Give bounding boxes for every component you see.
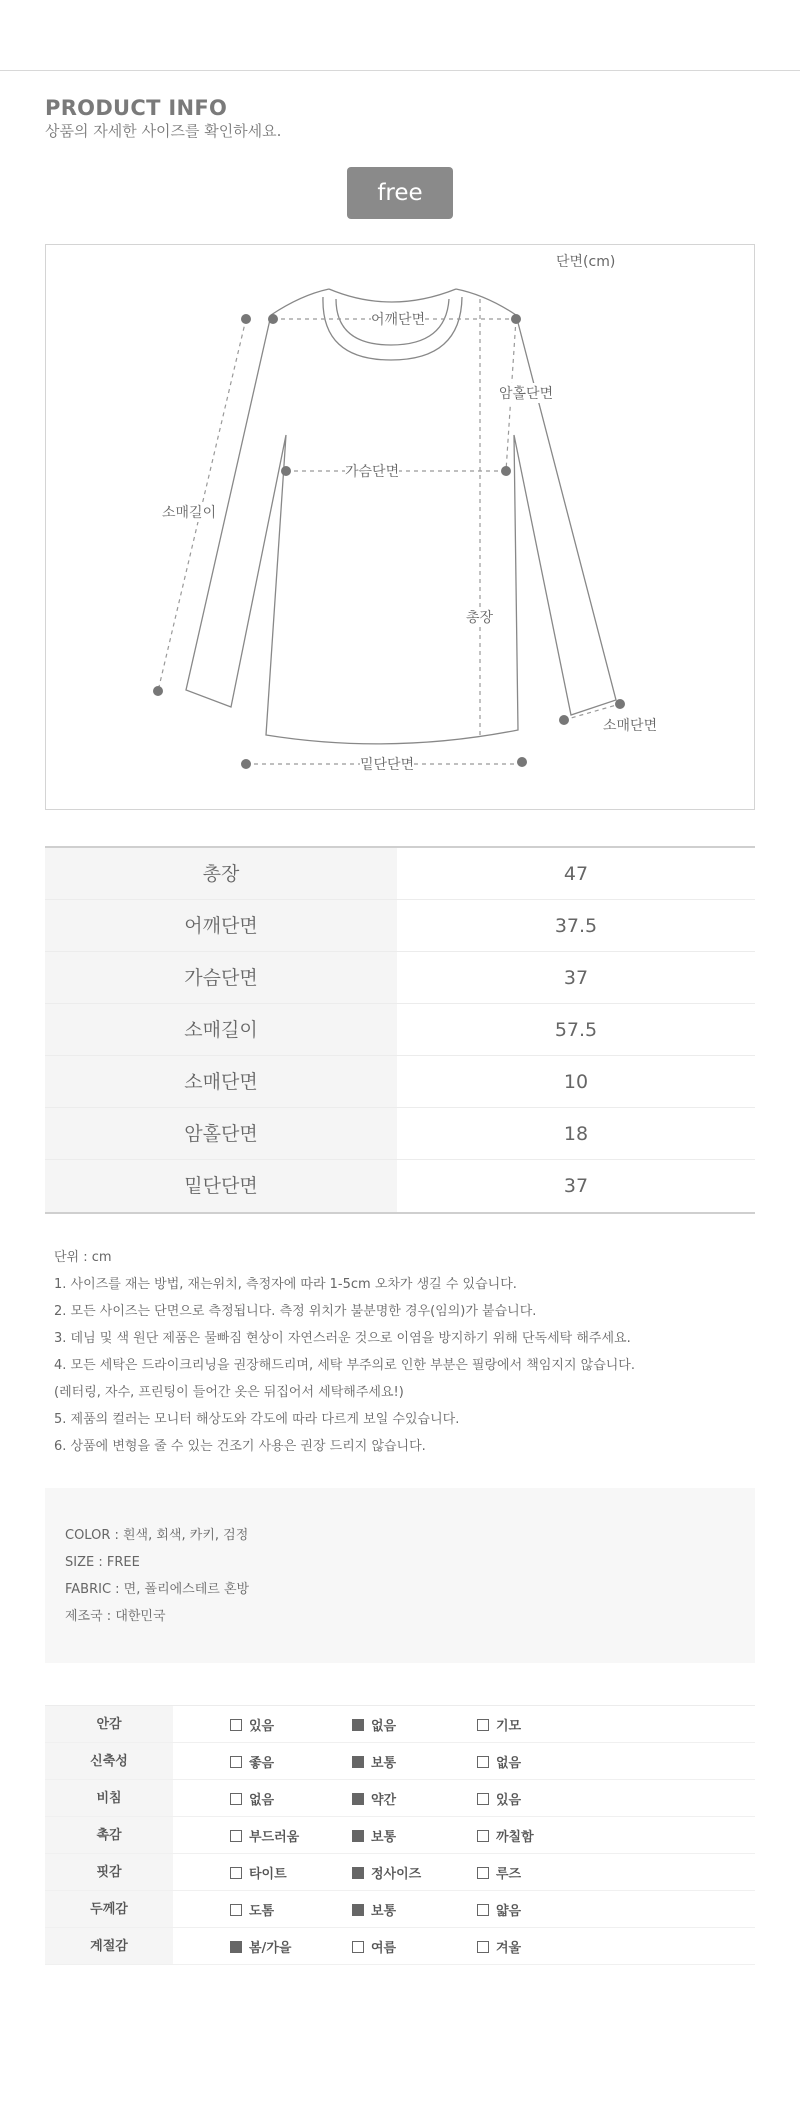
checked-box-icon — [352, 1719, 364, 1731]
size-key: 암홀단면 — [45, 1108, 397, 1159]
attribute-option-label: 부드러움 — [249, 1830, 300, 1845]
table-row — [45, 900, 755, 952]
attribute-option-label: 타이트 — [249, 1867, 287, 1882]
size-key: 가슴단면 — [45, 952, 397, 1003]
info-fabric: FABRIC : 면, 폴리에스테르 혼방 — [65, 1582, 250, 1597]
attribute-option — [352, 1928, 396, 1965]
unchecked-box-icon — [477, 1867, 489, 1879]
attribute-option-label: 없음 — [249, 1793, 275, 1808]
size-value: 37.5 — [554, 915, 598, 937]
attribute-option — [230, 1891, 274, 1928]
note-line: 3. 데님 및 색 원단 제품은 물빠짐 현상이 자연스러운 것으로 이염을 방지하기 위해 단독세탁 해주세요. — [54, 1331, 631, 1346]
attribute-option — [477, 1780, 521, 1817]
size-diagram — [45, 244, 755, 810]
size-key: 밑단단면 — [45, 1160, 397, 1212]
unchecked-box-icon — [230, 1830, 242, 1842]
unchecked-box-icon — [230, 1756, 242, 1768]
table-row — [45, 1056, 755, 1108]
unchecked-box-icon — [477, 1793, 489, 1805]
attribute-option — [230, 1854, 287, 1891]
attribute-name: 두께감 — [45, 1891, 173, 1927]
product-info-box — [45, 1488, 755, 1663]
checked-box-icon — [352, 1756, 364, 1768]
attribute-name: 핏감 — [45, 1854, 173, 1890]
label-sleeve-length: 소매길이 — [162, 502, 216, 522]
attribute-option — [230, 1817, 299, 1854]
checked-box-icon — [352, 1793, 364, 1805]
unchecked-box-icon — [230, 1793, 242, 1805]
label-shoulder: 어깨단면 — [371, 309, 425, 329]
attribute-option-label: 얇음 — [496, 1904, 522, 1919]
size-notes — [54, 1244, 754, 1460]
attribute-option — [352, 1780, 396, 1817]
section-subtitle: 상품의 자세한 사이즈를 확인하세요. — [45, 122, 282, 140]
attribute-option-label: 좋음 — [249, 1756, 275, 1771]
attribute-option — [477, 1928, 521, 1965]
unchecked-box-icon — [477, 1904, 489, 1916]
attribute-option-label: 겨울 — [496, 1941, 522, 1956]
attribute-option — [477, 1817, 534, 1854]
attribute-option-label: 정사이즈 — [371, 1867, 422, 1882]
checked-box-icon — [352, 1867, 364, 1879]
label-sleeve-width: 소매단면 — [603, 715, 657, 735]
attribute-name: 안감 — [45, 1706, 173, 1742]
attribute-name: 촉감 — [45, 1817, 173, 1853]
info-color: COLOR : 흰색, 회색, 카키, 검정 — [65, 1528, 249, 1543]
attribute-option-label: 루즈 — [496, 1867, 522, 1882]
top-divider — [0, 70, 800, 71]
attribute-option-label: 약간 — [371, 1793, 397, 1808]
size-value: 10 — [563, 1071, 589, 1093]
attribute-option — [352, 1854, 421, 1891]
unchecked-box-icon — [230, 1904, 242, 1916]
note-line: 단위 : cm — [54, 1250, 112, 1265]
attribute-option-label: 여름 — [371, 1941, 397, 1956]
attribute-option-label: 없음 — [371, 1719, 397, 1734]
attribute-option-label: 없음 — [496, 1756, 522, 1771]
attribute-option — [230, 1780, 274, 1817]
unchecked-box-icon — [477, 1830, 489, 1842]
size-key: 어깨단면 — [45, 900, 397, 951]
attribute-row — [45, 1780, 755, 1817]
table-row — [45, 1160, 755, 1212]
label-armhole: 암홀단면 — [499, 383, 553, 403]
attribute-option — [230, 1928, 291, 1965]
attribute-option-label: 봄/가을 — [249, 1941, 292, 1956]
table-row — [45, 952, 755, 1004]
note-line: 4. 모든 세탁은 드라이크리닝을 권장해드리며, 세탁 부주의로 인한 부분은 필랑에서 책임지지 않습니다. — [54, 1358, 636, 1373]
attribute-option-label: 보통 — [371, 1830, 397, 1845]
info-size: SIZE : FREE — [65, 1555, 140, 1570]
section-title: PRODUCT INFO — [45, 96, 228, 120]
size-key: 소매길이 — [45, 1004, 397, 1055]
checked-box-icon — [352, 1904, 364, 1916]
size-value: 37 — [563, 1175, 589, 1197]
attribute-option — [352, 1743, 396, 1780]
attribute-row — [45, 1706, 755, 1743]
info-origin: 제조국 : 대한민국 — [65, 1609, 166, 1624]
unchecked-box-icon — [477, 1719, 489, 1731]
label-hem: 밑단단면 — [360, 754, 414, 774]
attribute-option-label: 까칠함 — [496, 1830, 534, 1845]
attribute-option — [477, 1891, 521, 1928]
attribute-row — [45, 1891, 755, 1928]
unit-label: 단면(cm) — [556, 251, 615, 271]
unchecked-box-icon — [230, 1867, 242, 1879]
unchecked-box-icon — [230, 1719, 242, 1731]
note-line: 1. 사이즈를 재는 방법, 재는위치, 측정자에 따라 1-5cm 오차가 생길 수 있습니다. — [54, 1277, 517, 1292]
attribute-option — [230, 1743, 274, 1780]
attribute-option-label: 있음 — [249, 1719, 275, 1734]
unchecked-box-icon — [477, 1941, 489, 1953]
attribute-name: 신축성 — [45, 1743, 173, 1779]
attribute-option-label: 있음 — [496, 1793, 522, 1808]
size-tab-free[interactable]: free — [347, 167, 453, 219]
attribute-row — [45, 1928, 755, 1965]
checked-box-icon — [230, 1941, 242, 1953]
note-line: 6. 상품에 변형을 줄 수 있는 건조기 사용은 권장 드리지 않습니다. — [54, 1439, 426, 1454]
size-value: 57.5 — [554, 1019, 598, 1041]
attribute-table — [45, 1705, 755, 1965]
attribute-option-label: 보통 — [371, 1756, 397, 1771]
unchecked-box-icon — [477, 1756, 489, 1768]
table-row — [45, 848, 755, 900]
attribute-option-label: 보통 — [371, 1904, 397, 1919]
note-line: (레터링, 자수, 프린팅이 들어간 옷은 뒤집어서 세탁해주세요!) — [54, 1385, 404, 1400]
attribute-row — [45, 1854, 755, 1891]
attribute-row — [45, 1817, 755, 1854]
size-key: 소매단면 — [45, 1056, 397, 1107]
attribute-option-label: 기모 — [496, 1719, 522, 1734]
attribute-option — [230, 1706, 274, 1743]
size-table — [45, 846, 755, 1214]
attribute-row — [45, 1743, 755, 1780]
size-key: 총장 — [45, 848, 397, 899]
note-line: 5. 제품의 컬러는 모니터 해상도와 각도에 따라 다르게 보일 수있습니다. — [54, 1412, 460, 1427]
size-value: 18 — [563, 1123, 589, 1145]
label-total-length: 총장 — [466, 607, 493, 627]
attribute-option — [477, 1854, 521, 1891]
size-value: 37 — [563, 967, 589, 989]
table-row — [45, 1108, 755, 1160]
attribute-option — [352, 1817, 396, 1854]
unchecked-box-icon — [352, 1941, 364, 1953]
label-chest: 가슴단면 — [345, 461, 399, 481]
checked-box-icon — [352, 1830, 364, 1842]
attribute-option — [477, 1743, 521, 1780]
attribute-name: 비침 — [45, 1780, 173, 1816]
table-row — [45, 1004, 755, 1056]
attribute-option — [352, 1891, 396, 1928]
attribute-option — [477, 1706, 521, 1743]
attribute-option-label: 도톰 — [249, 1904, 275, 1919]
attribute-name: 계절감 — [45, 1928, 173, 1964]
size-value: 47 — [563, 863, 589, 885]
note-line: 2. 모든 사이즈는 단면으로 측정됩니다. 측정 위치가 불분명한 경우(임의)가 붙습니다. — [54, 1304, 537, 1319]
attribute-option — [352, 1706, 396, 1743]
